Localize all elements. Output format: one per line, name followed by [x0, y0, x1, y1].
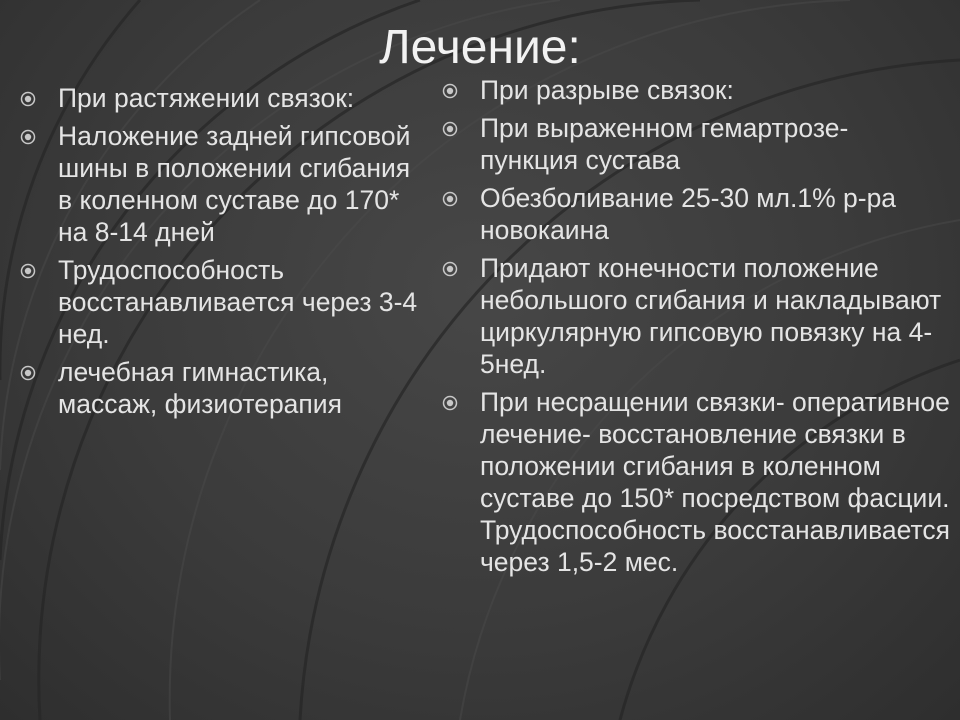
circle-target-icon [442, 191, 458, 207]
circle-target-icon [20, 365, 36, 381]
list-item [18, 120, 418, 248]
left-bullet-list [18, 82, 418, 426]
circle-target-icon [442, 395, 458, 411]
list-item-text: При растяжении связок: [58, 83, 355, 113]
list-item-text: При разрыве связок: [480, 75, 734, 105]
circle-target-icon [20, 129, 36, 145]
list-item-text: Обезболивание 25-30 мл.1% р-ра новокаина [480, 183, 897, 245]
list-item [18, 82, 418, 114]
list-item [440, 112, 952, 176]
list-item [440, 386, 952, 578]
list-item [440, 252, 952, 380]
list-item [18, 356, 418, 420]
list-item-text: При выраженном гемартрозе- пункция сустава [480, 113, 849, 175]
list-item-text: Придают конечности положение небольшого сгибания и накладывают циркулярную гипсовую повязку на 4-5нед. [480, 253, 942, 379]
list-item [440, 74, 952, 106]
circle-target-icon [20, 263, 36, 279]
list-item [18, 254, 418, 350]
circle-target-icon [442, 83, 458, 99]
list-item-text: При несращении связки- оперативное лечение- восстановление связки в положении сгибания в коленном суставе до 150* посредством фасции. Трудоспособность восстанавливается через 1,5-2 мес. [480, 387, 950, 577]
right-bullet-list [440, 74, 952, 584]
circle-target-icon [442, 121, 458, 137]
list-item-text: Трудоспособность восстанавливается через 3-4 нед. [58, 255, 418, 349]
list-item [440, 182, 952, 246]
slide-title: Лечение: [379, 21, 581, 74]
circle-target-icon [20, 91, 36, 107]
list-item-text: Наложение задней гипсовой шины в положении сгибания в коленном суставе до 170* на 8-14 дней [58, 121, 411, 247]
list-item-text: лечебная гимнастика, массаж, физиотерапия [58, 357, 342, 419]
circle-target-icon [442, 261, 458, 277]
